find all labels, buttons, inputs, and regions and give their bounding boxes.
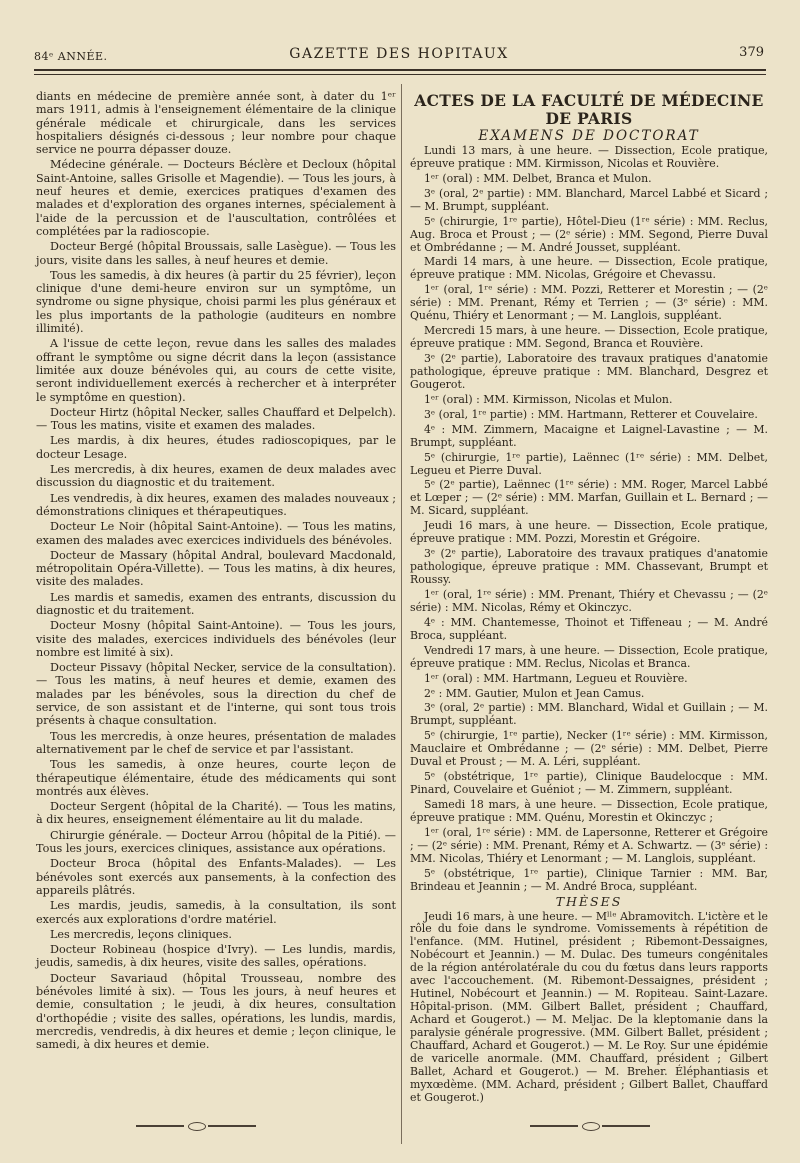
exam-entry: 1ᵉʳ (oral) : MM. Kirmisson, Nicolas et Mulon.	[424, 392, 673, 406]
exam-entry: 5ᵉ (obstétrique, 1ʳᵉ partie), Clinique Tarnier : MM. Bar, Brindeau et Jeannin ; — M. André Broca, suppléant.	[410, 866, 768, 893]
page-header	[34, 42, 764, 66]
paragraph: Docteur Pissavy (hôpital Necker, service de la consultation). — Tous les matins, à neuf heures et demie, examen des malades par les bénévoles, sous la direction du chef de service, de son assistant et de l'interne, qui sont tous trois présents à chaque consultation.	[36, 661, 396, 728]
exam-entry: 5ᵉ (obstétrique, 1ʳᵉ partie), Clinique Baudelocque : MM. Pinard, Couvelaire et Guéniot ; — M. Zimmern, suppléant.	[410, 770, 768, 797]
exams-title: EXAMENS DE DOCTORAT	[478, 128, 700, 144]
header-rule-thin	[34, 74, 766, 75]
exam-entry: Samedi 18 mars, à une heure. — Dissection, Ecole pratique, épreuve pratique : MM. Quénu, Morestin et Okinczyc ;	[410, 798, 768, 824]
exam-entry: Mercredi 15 mars, à une heure. — Dissection, Ecole pratique, épreuve pratique : MM. Segond, Branca et Rouvière.	[410, 324, 768, 351]
paragraph: diants en médecine de première année sont, à dater du 1ᵉʳ mars 1911, admis à l'enseignement élémentaire de la clinique générale médicale et chirurgicale, dans les services hospitaliers désignés ci-dessous ; leur nombre pour chaque service ne pourra dépasser douze.	[36, 90, 396, 157]
exam-entry: 1ᵉʳ (oral) : MM. Hartmann, Legueu et Rouvière.	[424, 671, 688, 685]
exam-entry: 5ᵉ (2ᵉ partie), Laënnec (1ʳᵉ série) : MM. Roger, Marcel Labbé et Lœper ; — (2ᵉ série) : MM. Marfan, Guillain et L. Bernard ; — M. Sicard, suppléant.	[410, 478, 768, 518]
paragraph: Docteur Savariaud (hôpital Trousseau, nombre des bénévoles limité à six). — Tous les jours, à neuf heures et demie, consultation ; le jeudi, à dix heures, consultation d'orthopédie ; visite des salles, opérations, les lundis, mardis, mercredis, vendredis, à dix heures et demie ; leçon clinique, le samedi, à dix heures et demie.	[36, 971, 396, 1052]
paragraph: A l'issue de cette leçon, revue dans les salles des malades offrant le symptôme ou signe décrit dans la leçon (assistance limitée aux douze bénévoles qui, au cours de cette visite, seront individuellement exercés à rechercher et à interpréter le symptôme en question).	[36, 337, 396, 404]
header-rule	[34, 69, 766, 71]
paragraph: Docteur Le Noir (hôpital Saint-Antoine). — Tous les matins, examen des malades avec exercices individuels des bénévoles.	[36, 520, 396, 547]
right-column	[410, 92, 768, 1107]
exam-entry: 3ᵉ (2ᵉ partie), Laboratoire des travaux pratiques d'anatomie pathologique, épreuve pratique : MM. Blanchard, Desgrez et Gougerot.	[410, 352, 768, 391]
exam-entry: Jeudi 16 mars, à une heure. — Dissection, Ecole pratique, épreuve pratique : MM. Pozzi, Morestin et Grégoire.	[410, 519, 768, 546]
exam-entry: 5ᵉ (chirurgie, 1ʳᵉ partie), Necker (1ʳᵉ série) : MM. Kirmisson, Mauclaire et Ombrédanne ; — (2ᵉ série) : MM. Delbet, Pierre Duval et Proust ; — M. A. Léri, suppléant.	[410, 729, 768, 769]
exam-entry: Vendredi 17 mars, à une heure. — Dissection, Ecole pratique, épreuve pratique : MM. Reclus, Nicolas et Branca.	[410, 643, 768, 670]
end-ornament	[530, 1124, 650, 1128]
paragraph: Les mercredis, à dix heures, examen de deux malades avec discussion du diagnostic et du traitement.	[36, 463, 396, 490]
paragraph: Docteur de Massary (hôpital Andral, boulevard Macdonald, métropolitain Opéra-Villette). — Tous les matins, à dix heures, visite des malades.	[36, 548, 396, 589]
column-divider	[401, 84, 402, 1144]
paragraph: Les mardis et samedis, examen des entrants, discussion du diagnostic et du traitement.	[36, 590, 396, 617]
paragraph: Docteur Mosny (hôpital Saint-Antoine). — Tous les jours, visite des malades, exercices individuels des bénévoles (leur nombre est limité à six).	[36, 619, 396, 659]
exam-entry: 4ᵉ : MM. Zimmern, Macaigne et Laignel-Lavastine ; — M. Brumpt, suppléant.	[410, 422, 768, 449]
end-ornament	[136, 1124, 256, 1128]
paragraph: Docteur Sergent (hôpital de la Charité). — Tous les matins, à dix heures, enseignement élémentaire au lit du malade.	[36, 800, 396, 827]
paragraph: Chirurgie générale. — Docteur Arrou (hôpital de la Pitié). — Tous les jours, exercices cliniques, assistance aux opérations.	[36, 828, 396, 856]
paragraph: Docteur Robineau (hospice d'Ivry). — Les lundis, mardis, jeudis, samedis, à dix heures, visite des salles, opérations.	[36, 943, 396, 970]
exam-entry: 1ᵉʳ (oral, 1ʳᵉ série) : MM. Prenant, Thiéry et Chevassu ; — (2ᵉ série) : MM. Nicolas, Rémy et Okinczyc.	[410, 587, 768, 614]
paragraph: Tous les samedis, à onze heures, courte leçon de thérapeutique élémentaire, étude des médicaments qui sont montrés aux élèves.	[36, 758, 396, 798]
page-number: 379	[739, 45, 764, 60]
paragraph: Les vendredis, à dix heures, examen des malades nouveaux ; démonstrations cliniques et thérapeutiques.	[36, 491, 396, 518]
paragraph: Tous les samedis, à dix heures (à partir du 25 février), leçon clinique d'une demi-heure environ sur un symptôme, un syndrome ou signe physique, choisi parmi les plus généraux et les plus importants de la pathologie (auditeurs en nombre illimité).	[36, 268, 396, 336]
paragraph: Les mardis, à dix heures, études radioscopiques, par le docteur Lesage.	[36, 434, 396, 461]
journal-title: GAZETTE DES HOPITAUX	[289, 46, 509, 62]
paragraph: Docteur Bergé (hôpital Broussais, salle Lasègue). — Tous les jours, visite dans les salles, à neuf heures et demie.	[36, 240, 396, 267]
section-title: ACTES DE LA FACULTÉ DE MÉDECINE DE PARIS	[414, 91, 764, 128]
exam-entry: 5ᵉ (chirurgie, 1ʳᵉ partie), Laënnec (1ʳᵉ série) : MM. Delbet, Legueu et Pierre Duval.	[410, 450, 768, 477]
theses-title: THÈSES	[555, 893, 623, 909]
paragraph: Tous les mercredis, à onze heures, présentation de malades alternativement par le chef de service et par l'assistant.	[36, 729, 396, 756]
exam-entry: 4ᵉ : MM. Chantemesse, Thoinot et Tiffeneau ; — M. André Broca, suppléant.	[410, 615, 768, 642]
exam-entry: 3ᵉ (oral, 1ʳᵉ partie) : MM. Hartmann, Retterer et Couvelaire.	[424, 407, 758, 421]
exam-entry: 3ᵉ (oral, 2ᵉ partie) : MM. Blanchard, Widal et Guillain ; — M. Brumpt, suppléant.	[410, 701, 768, 728]
exam-entry: 1ᵉʳ (oral, 1ʳᵉ série) : MM. Pozzi, Retterer et Morestin ; — (2ᵉ série) : MM. Prenant, Rémy et Terrien ; — (3ᵉ série) : MM. Quénu, Thiéry et Lenormant ; — M. Langlois, suppléant.	[410, 283, 768, 323]
left-column	[36, 90, 396, 1053]
exam-entry: 1ᵉʳ (oral, 1ʳᵉ série) : MM. de Lapersonne, Retterer et Grégoire ; — (2ᵉ série) : MM. Prenant, Rémy et A. Schwartz. — (3ᵉ série) : MM. Nicolas, Thiéry et Lenormant ; — M. Langlois, suppléant.	[410, 825, 768, 865]
paragraph: Docteur Hirtz (hôpital Necker, salles Chauffard et Delpelch). — Tous les matins, visite et examen des malades.	[36, 405, 396, 433]
theses-text: Jeudi 16 mars, à une heure. — Mˡˡᵉ Abramovitch. L'ictère et le rôle du foie dans le syndrome. Vomissements à répétition de l'enfance. (MM. Hutinel, président ; Ribemont-Dessaignes, Nobécourt et Jeannin.) — M. Dulac. Des tumeurs congénitales de la région antérolatérale du cou du fœtus dans leurs rapports avec l'accouchement. (M. Ribemont-Dessaignes, président ; Hutinel, Nobécourt et Jeannin.) — M. Ropiteau. Saint-Lazare. Hôpital-prison. (MM. Gilbert Ballet, président ; Chauffard, Achard et Gougerot.) — M. Meljac. De la kleptomanie dans la paralysie générale progressive. (MM. Gilbert Ballet, président ; Chauffard, Achard et Gougerot.) — M. Le Roy. Sur une épidémie de varicelle anormale. (MM. Chauffard, président ; Gilbert Ballet, Achard et Gougerot.) — M. Breher. Éléphantiasis et myxœdème. (MM. Achard, président ; Gilbert Ballet, Chauffard et Gougerot.)	[410, 909, 768, 1104]
paragraph: Médecine générale. — Docteurs Béclère et Decloux (hôpital Saint-Antoine, salles Grisolle et Magendie). — Tous les jours, à neuf heures et demie, exercices pratiques d'examen des malades et d'exploration des organes internes, spécialement à l'aide de la percussion et de l'auscultation, contrôlées et complétées par la radioscopie.	[36, 158, 396, 238]
year-label: 84ᵉ ANNÉE.	[34, 50, 108, 63]
exam-entry: 2ᵉ : MM. Gautier, Mulon et Jean Camus.	[424, 686, 645, 700]
paragraph: Les mardis, jeudis, samedis, à la consultation, ils sont exercés aux explorations d'ordre matériel.	[36, 899, 396, 926]
paragraph: Docteur Broca (hôpital des Enfants-Malades). — Les bénévoles sont exercés aux pansements, à la confection des appareils plâtrés.	[36, 857, 396, 897]
exam-entry: 5ᵉ (chirurgie, 1ʳᵉ partie), Hôtel-Dieu (1ʳᵉ série) : MM. Reclus, Aug. Broca et Proust ; — (2ᵉ série) : MM. Segond, Pierre Duval et Ombrédanne ; — M. André Jousset, suppléant.	[410, 214, 768, 254]
exam-entry: Lundi 13 mars, à une heure. — Dissection, Ecole pratique, épreuve pratique : MM. Kirmisson, Nicolas et Rouvière.	[410, 143, 768, 170]
exam-entry: 3ᵉ (2ᵉ partie), Laboratoire des travaux pratiques d'anatomie pathologique, épreuve pratique : MM. Chassevant, Brumpt et Roussy.	[410, 547, 768, 586]
paragraph: Les mercredis, leçons cliniques.	[50, 927, 232, 941]
exam-entry: 1ᵉʳ (oral) : MM. Delbet, Branca et Mulon.	[424, 171, 652, 185]
exam-entry: Mardi 14 mars, à une heure. — Dissection, Ecole pratique, épreuve pratique : MM. Nicolas, Grégoire et Chevassu.	[410, 255, 768, 282]
exam-entry: 3ᵉ (oral, 2ᵉ partie) : MM. Blanchard, Marcel Labbé et Sicard ; — M. Brumpt, suppléant.	[410, 186, 768, 213]
